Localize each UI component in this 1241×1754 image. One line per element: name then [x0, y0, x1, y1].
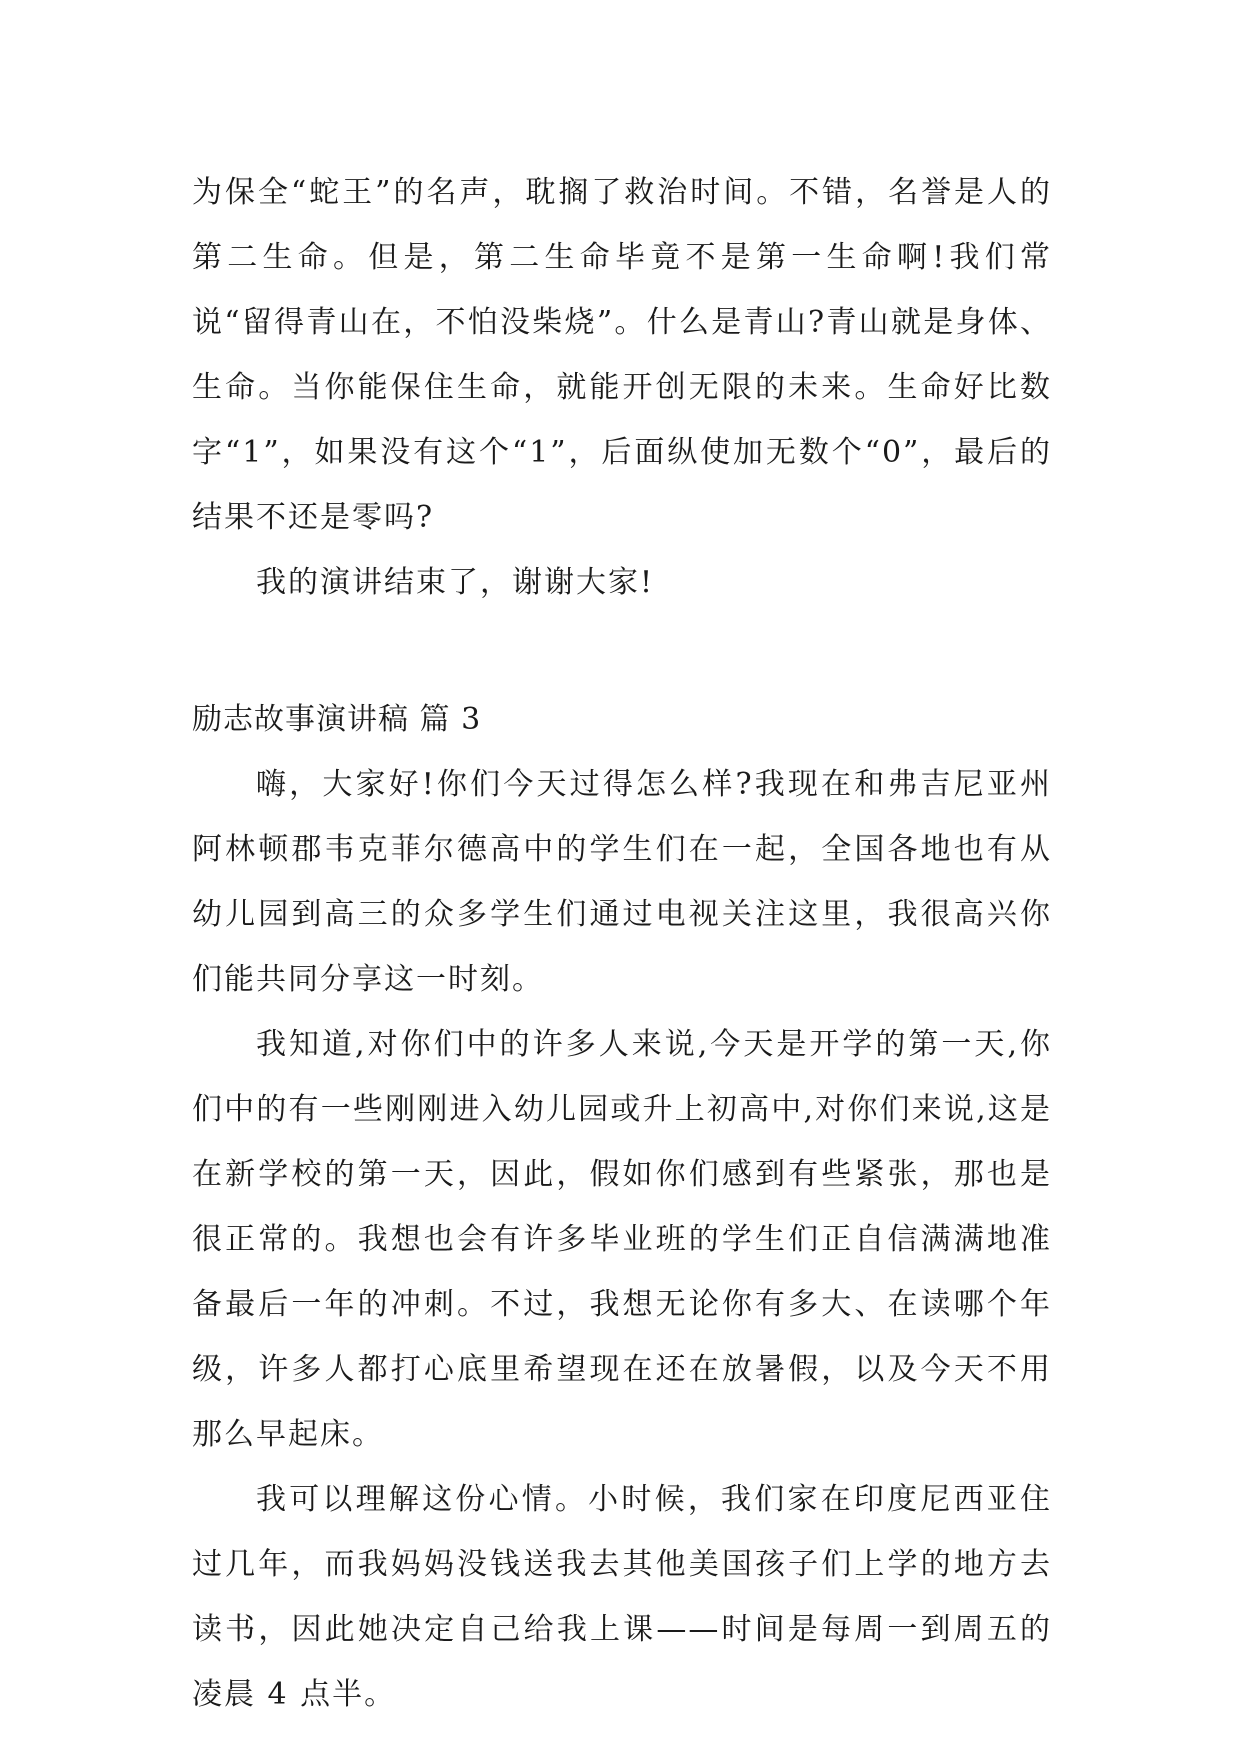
document-page [192, 160, 1052, 1727]
paragraph-continuation: 为保全“蛇王”的名声，耽搁了救治时间。不错，名誉是人的第二生命。但是，第二生命毕竟不是第一生命啊!我们常说“留得青山在，不怕没柴烧”。什么是青山?青山就是身体、生命。当你能保住生命，就能开创无限的未来。生命好比数字“1”，如果没有这个“1”，后面纵使加无数个“0”，最后的结果不还是零吗? [192, 175, 1052, 535]
paragraph-greeting: 嗨，大家好!你们今天过得怎么样?我现在和弗吉尼亚州阿林顿郡韦克菲尔德高中的学生们在一起，全国各地也有从幼儿园到高三的众多学生们通过电视关注这里，我很高兴你们能共同分享这一时刻。 [192, 767, 1052, 997]
section-spacer [192, 615, 1052, 687]
paragraph-closing: 我的演讲结束了，谢谢大家! [256, 565, 655, 600]
paragraph-first-day: 我知道,对你们中的许多人来说,今天是开学的第一天,你们中的有一些刚刚进入幼儿园或升上初高中,对你们来说,这是在新学校的第一天，因此，假如你们感到有些紧张，那也是很正常的。我想也会有许多毕业班的学生们正自信满满地准备最后一年的冲刺。不过，我想无论你有多大、在读哪个年级，许多人都打心底里希望现在还在放暑假，以及今天不用那么早起床。 [192, 1027, 1052, 1452]
paragraph-childhood: 我可以理解这份心情。小时候，我们家在印度尼西亚住过几年，而我妈妈没钱送我去其他美国孩子们上学的地方去读书，因此她决定自己给我上课——时间是每周一到周五的凌晨 4 点半。 [192, 1482, 1052, 1712]
section-heading: 励志故事演讲稿 篇 3 [192, 702, 482, 737]
